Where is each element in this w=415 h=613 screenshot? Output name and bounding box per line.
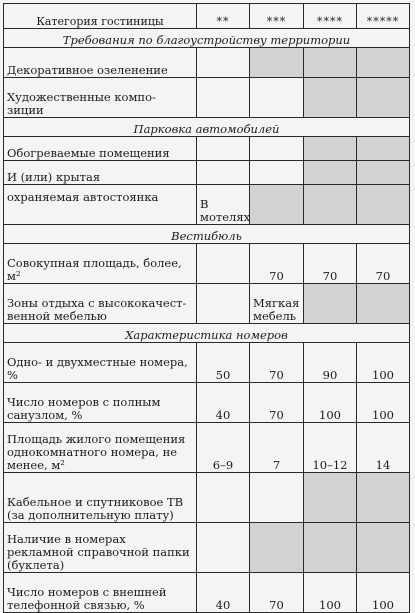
table-row	[4, 78, 410, 118]
cell-4star: 10–12	[304, 423, 357, 473]
row-label: охраняемая автостоянка	[4, 185, 197, 225]
cell-3star	[250, 48, 304, 78]
header-stars-4: ****	[304, 4, 357, 29]
table-row	[4, 473, 410, 523]
cell-2star: В мотелях	[197, 185, 250, 225]
section-title: Требования по благоустройству территории	[4, 29, 410, 48]
table-row	[4, 185, 410, 225]
cell-5star	[357, 523, 410, 573]
section-title: Вестибюль	[4, 225, 410, 244]
cell-2star: 6–9	[197, 423, 250, 473]
row-label: Зоны отдыха с высококачест- венной мебелью	[4, 284, 197, 324]
cell-4star	[304, 78, 357, 118]
cell-3star: 7	[250, 423, 304, 473]
cell-2star	[197, 284, 250, 324]
cell-3star	[250, 161, 304, 185]
cell-3star	[250, 473, 304, 523]
cell-3star: 70	[250, 343, 304, 383]
cell-3star: 70	[250, 383, 304, 423]
cell-4star: 70	[304, 244, 357, 284]
row-label: Площадь жилого помещения однокомнатного номера, не менее, м²	[4, 423, 197, 473]
table-row	[4, 244, 410, 284]
cell-5star: 100	[357, 573, 410, 613]
cell-5star	[357, 137, 410, 161]
cell-4star: 100	[304, 383, 357, 423]
cell-3star: Мягкая мебель	[250, 284, 304, 324]
cell-2star	[197, 523, 250, 573]
cell-2star	[197, 473, 250, 523]
cell-2star: 40	[197, 573, 250, 613]
table-row	[4, 284, 410, 324]
section-title-row	[4, 324, 410, 343]
cell-5star	[357, 161, 410, 185]
row-label: Обогреваемые помещения	[4, 137, 197, 161]
cell-4star	[304, 473, 357, 523]
section-title: Характеристика номеров	[4, 324, 410, 343]
row-label: Художественные компо- зиции	[4, 78, 197, 118]
cell-3star	[250, 185, 304, 225]
section-title-row	[4, 118, 410, 137]
cell-3star	[250, 137, 304, 161]
cell-2star	[197, 48, 250, 78]
table-row	[4, 523, 410, 573]
section-title-row	[4, 225, 410, 244]
table-row	[4, 423, 410, 473]
cell-4star	[304, 48, 357, 78]
cell-5star	[357, 48, 410, 78]
table-row	[4, 383, 410, 423]
table-row	[4, 343, 410, 383]
header-category: Категория гостиницы	[4, 4, 197, 29]
cell-2star	[197, 137, 250, 161]
cell-5star	[357, 473, 410, 523]
cell-4star: 90	[304, 343, 357, 383]
cell-4star	[304, 185, 357, 225]
cell-3star	[250, 523, 304, 573]
cell-2star	[197, 78, 250, 118]
cell-4star	[304, 284, 357, 324]
cell-5star: 70	[357, 244, 410, 284]
header-stars-5: *****	[357, 4, 410, 29]
cell-5star	[357, 185, 410, 225]
cell-4star	[304, 523, 357, 573]
table-row	[4, 48, 410, 78]
row-label: Одно- и двухместные номера, %	[4, 343, 197, 383]
cell-2star: 50	[197, 343, 250, 383]
hotel-category-table	[3, 3, 410, 613]
row-label: Совокупная площадь, более, м²	[4, 244, 197, 284]
cell-4star: 100	[304, 573, 357, 613]
row-label: Кабельное и спутниковое ТВ (за дополнительную плату)	[4, 473, 197, 523]
cell-5star: 100	[357, 343, 410, 383]
cell-5star	[357, 284, 410, 324]
cell-5star: 14	[357, 423, 410, 473]
header-stars-3: ***	[250, 4, 304, 29]
section-title: Парковка автомобилей	[4, 118, 410, 137]
row-label: Число номеров с полным санузлом, %	[4, 383, 197, 423]
cell-4star	[304, 161, 357, 185]
row-label: Декоративное озеленение	[4, 48, 197, 78]
header-stars-2: **	[197, 4, 250, 29]
row-label: Наличие в номерах рекламной справочной папки (буклета)	[4, 523, 197, 573]
cell-2star	[197, 161, 250, 185]
cell-3star: 70	[250, 244, 304, 284]
table-row	[4, 161, 410, 185]
cell-2star	[197, 244, 250, 284]
row-label: И (или) крытая	[4, 161, 197, 185]
table-row	[4, 573, 410, 613]
cell-5star	[357, 78, 410, 118]
table-row	[4, 137, 410, 161]
cell-4star	[304, 137, 357, 161]
row-label: Число номеров с внешней телефонной связью, %	[4, 573, 197, 613]
cell-3star	[250, 78, 304, 118]
cell-2star: 40	[197, 383, 250, 423]
section-title-row	[4, 29, 410, 48]
cell-3star: 70	[250, 573, 304, 613]
table-header-row	[4, 4, 410, 29]
cell-5star: 100	[357, 383, 410, 423]
